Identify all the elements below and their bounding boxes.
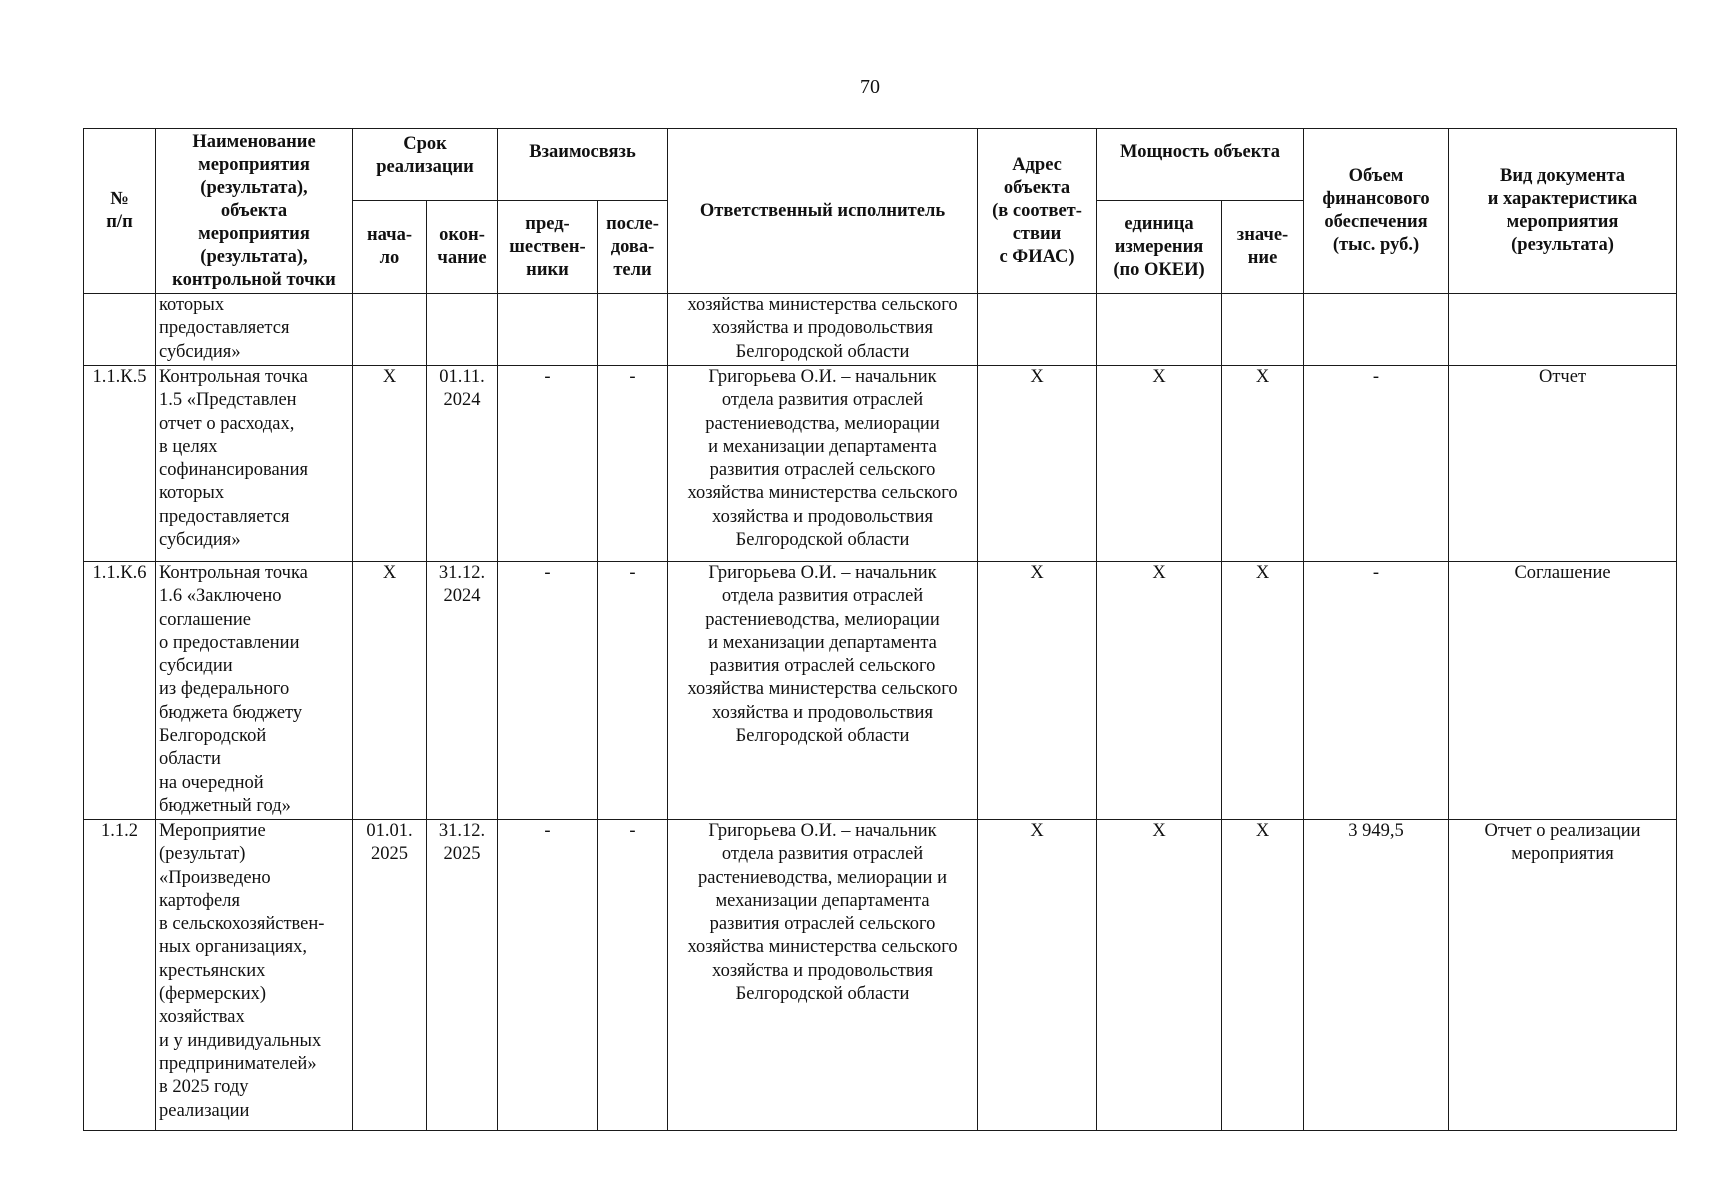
header-finance-text: Объем финансового обеспечения (тыс. руб.) [1322,166,1430,255]
row-end [427,294,498,366]
row-finance [1304,820,1449,1131]
row-start [353,820,427,1131]
row-prev-text: - [544,821,551,841]
row-address [978,562,1097,820]
header-num [84,129,156,294]
row-start-text: Х [382,367,397,387]
row-finance-text: - [1372,563,1380,583]
header-doc-text: Вид документа и характеристика мероприятия (результата) [1487,166,1638,255]
header-link-prev-text: пред- шествен- ники [509,213,586,280]
row-num [84,562,156,820]
row-prev [498,366,598,562]
row-unit [1097,820,1222,1131]
header-executor [668,129,978,294]
row-executor [668,366,978,562]
row-value [1222,294,1304,366]
header-term-end [427,201,498,294]
header-doc [1449,129,1677,294]
table-row [84,366,1677,562]
row-prev-text: - [544,563,551,583]
row-prev [498,294,598,366]
row-name-text: Мероприятие (результат) «Произведено картофеля в сельскохозяйствен- ных организациях, крестьянских (фермерских) хозяйствах и у индивидуальных предпринимателей» в 2025 году реализации [159,821,325,1121]
row-end [427,820,498,1131]
row-start-text: 01.01. 2025 [366,821,413,865]
row-doc [1449,366,1677,562]
row-start [353,562,427,820]
row-value-text: Х [1255,563,1270,583]
row-start-text: Х [382,563,397,583]
row-name [156,820,353,1131]
header-link-text: Взаимосвязь [529,142,636,162]
row-address [978,294,1097,366]
row-executor-text: хозяйства министерства сельского хозяйства и продовольствия Белгородской области [687,295,958,362]
header-finance [1304,129,1449,294]
header-executor-text: Ответственный исполнитель [699,200,946,221]
row-unit [1097,294,1222,366]
row-value [1222,820,1304,1131]
row-end-text: 31.12. 2024 [438,563,486,607]
row-executor-text: Григорьева О.И. – начальник отдела развития отраслей растениеводства, мелиорации и механизации департамента развития отраслей сельского хозяйства министерства сельского хозяйства и продовольствия Белгородской области [687,563,958,747]
row-value [1222,562,1304,820]
row-address [978,820,1097,1131]
header-term-end-text: окон- чание [437,225,487,268]
row-value-text: Х [1255,367,1270,387]
row-end [427,562,498,820]
row-unit-text: Х [1152,367,1166,387]
row-next-text: - [629,821,636,841]
row-doc [1449,294,1677,366]
row-name [156,562,353,820]
row-doc-text: Отчет [1538,367,1587,387]
row-next [598,294,668,366]
row-finance [1304,366,1449,562]
header-term-text: Срок реализации [376,134,474,177]
row-num [84,294,156,366]
row-address [978,366,1097,562]
row-finance-text: 3 949,5 [1348,821,1404,841]
row-unit [1097,562,1222,820]
plan-table [83,128,1677,1131]
row-name-text: которых предоставляется субсидия» [159,295,290,362]
header-capacity-unit-text: единица измерения (по ОКЕИ) [1113,213,1205,280]
row-start [353,366,427,562]
row-finance [1304,562,1449,820]
row-next [598,820,668,1131]
page-number: 70 [860,76,880,98]
row-executor [668,562,978,820]
row-address-text: Х [1030,563,1044,583]
header-capacity [1097,129,1304,201]
header-capacity-unit [1097,201,1222,294]
row-finance-text: - [1372,367,1380,387]
header-link-prev [498,201,598,294]
row-value [1222,366,1304,562]
row-executor [668,820,978,1131]
row-end [427,366,498,562]
header-name-text: Наименование мероприятия (результата), объекта мероприятия (результата), контрольной точки [172,131,336,290]
row-end-text: 31.12. 2025 [438,821,486,865]
row-num [84,820,156,1131]
row-executor [668,294,978,366]
row-next-text: - [629,367,636,387]
row-end-text: 01.11. 2024 [439,367,485,411]
row-address-text: Х [1030,821,1044,841]
header-name [156,129,353,294]
row-doc [1449,562,1677,820]
header-term [353,129,498,201]
row-name [156,366,353,562]
row-num-text: 1.1.К.6 [92,563,147,583]
header-capacity-value [1222,201,1304,294]
row-prev [498,562,598,820]
row-prev-text: - [544,367,551,387]
row-unit-text: Х [1152,821,1166,841]
row-doc [1449,820,1677,1131]
header-link-next-text: после- дова- тели [606,213,659,280]
row-next [598,562,668,820]
row-unit-text: Х [1152,563,1166,583]
row-doc-text: Отчет о реализации мероприятия [1484,821,1641,865]
header-address-text: Адрес объекта (в соответ- ствии с ФИАС) [992,154,1082,267]
row-finance [1304,294,1449,366]
row-start [353,294,427,366]
row-doc-text: Соглашение [1514,563,1611,583]
header-address [978,129,1097,294]
row-address-text: Х [1030,367,1044,387]
row-unit [1097,366,1222,562]
row-num [84,366,156,562]
row-executor-text: Григорьева О.И. – начальник отдела развития отраслей растениеводства, мелиорации и механизации департамента развития отраслей сельского хозяйства министерства сельского хозяйства и продовольствия Белгородской области [687,821,958,1005]
header-term-start-text: нача- ло [366,225,412,268]
header-link [498,129,668,201]
header-capacity-text: Мощность объекта [1120,142,1280,162]
table-body [84,294,1677,1131]
row-name [156,294,353,366]
header-capacity-value-text: значе- ние [1236,225,1289,268]
row-name-text: Контрольная точка 1.6 «Заключено соглашение о предоставлении субсидии из федерального бюджета бюджету Белгородской области на очередной бюджетный год» [159,563,308,816]
header-link-next [598,201,668,294]
row-name-text: Контрольная точка 1.5 «Представлен отчет о расходах, в целях софинансирования которых предоставляется субсидия» [159,367,308,551]
table-row [84,820,1677,1131]
row-next [598,366,668,562]
header-num-text: № п/п [106,189,133,232]
row-num-text: 1.1.К.5 [92,367,147,387]
table-row [84,562,1677,820]
header-term-start [353,201,427,294]
row-value-text: Х [1255,821,1270,841]
row-prev [498,820,598,1131]
row-next-text: - [629,563,636,583]
row-num-text: 1.1.2 [101,821,138,841]
row-executor-text: Григорьева О.И. – начальник отдела развития отраслей растениеводства, мелиорации и механизации департамента развития отраслей сельского хозяйства министерства сельского хозяйства и продовольствия Белгородской области [687,367,958,551]
table-row [84,294,1677,366]
